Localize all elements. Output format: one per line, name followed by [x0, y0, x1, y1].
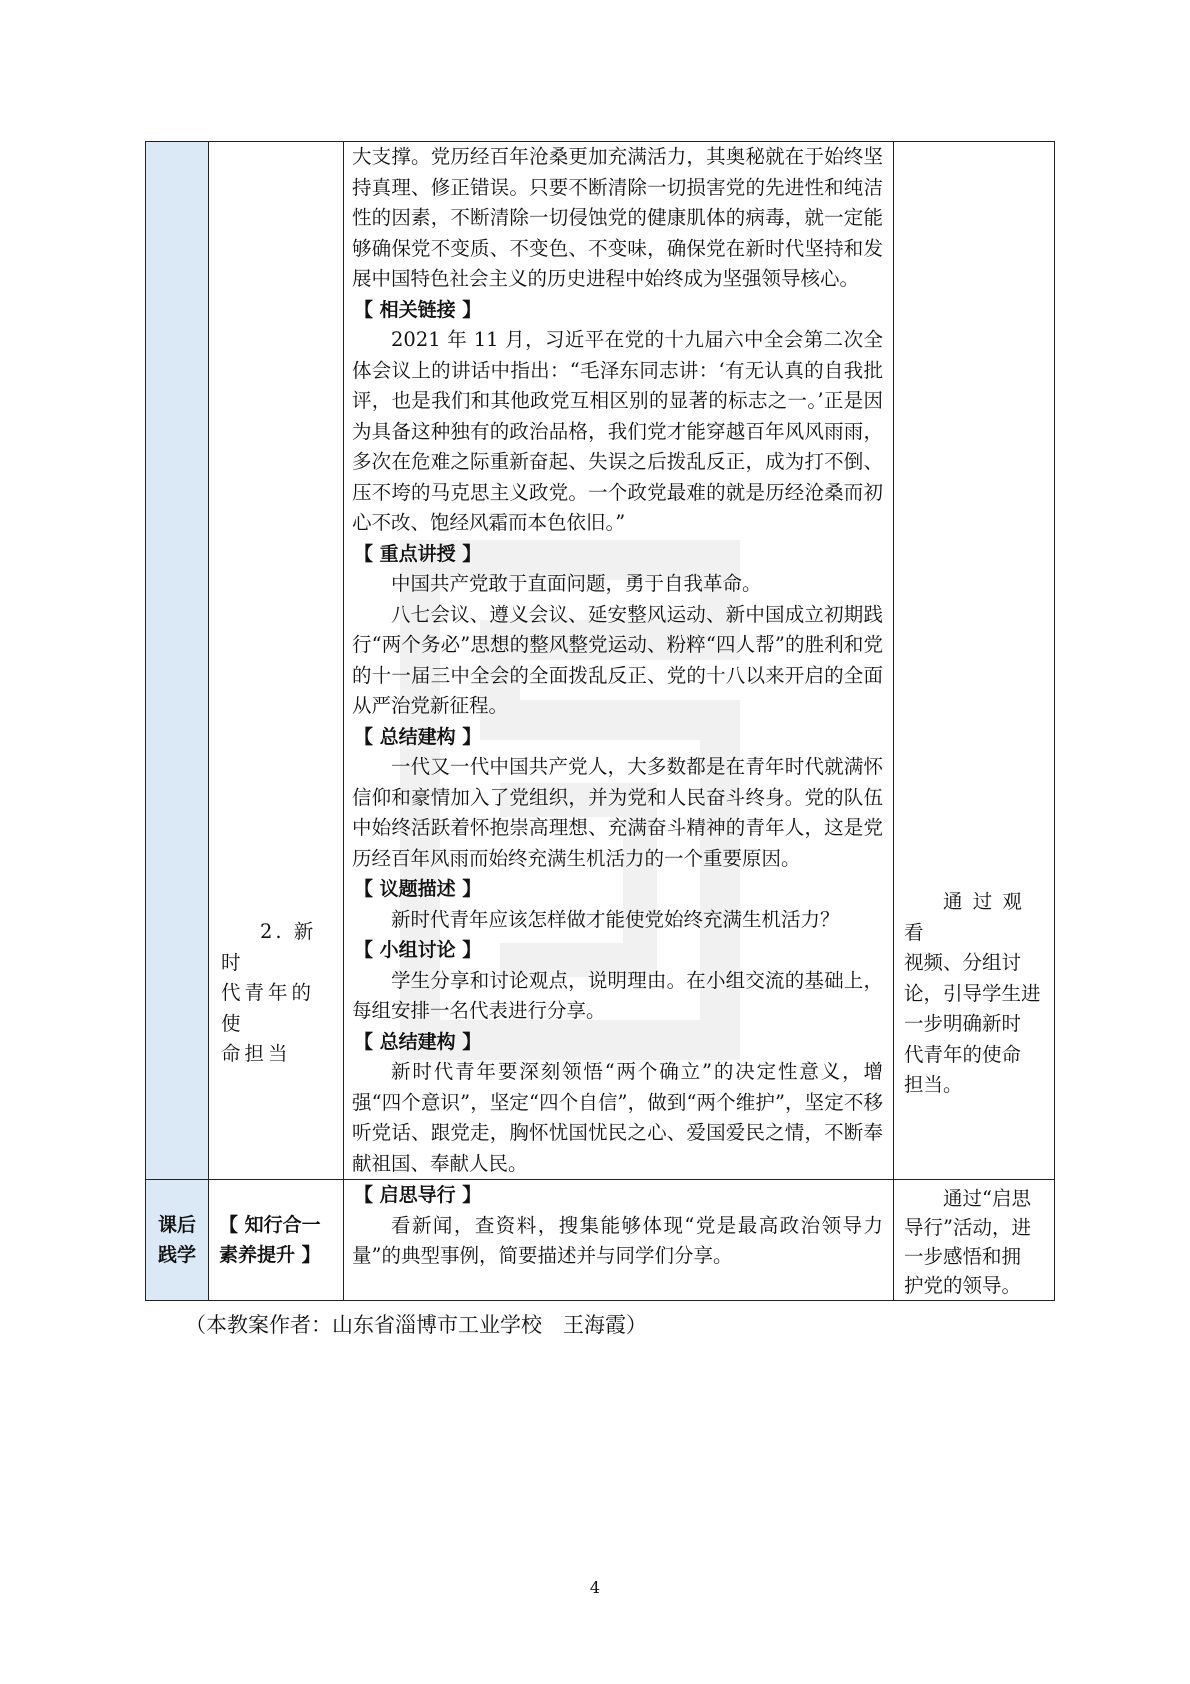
section-column-cell: [146, 142, 209, 1180]
task-label-cell: [209, 1180, 344, 1301]
note-line: 通 过 观 看: [904, 890, 1024, 944]
key-teaching-heading: 【 重点讲授 】: [354, 542, 482, 565]
table-row: [146, 1180, 1055, 1301]
guidance-paragraph: 看新闻，查资料，搜集能够体现“党是最高政治领导力量”的典型事例，简要描述并与同学们分享。: [352, 1213, 883, 1267]
issue-paragraph: 新时代青年应该怎样做才能使党始终充满生机活力？: [391, 907, 840, 931]
summary-heading: 【 总结建构 】: [354, 1030, 482, 1053]
task-label-line: 命担当: [221, 1042, 292, 1065]
related-link-paragraph: 2021 年 11 月，习近平在党的十九届六中全会第二次全体会议上的讲话中指出：“毛泽东同志讲：‘有无认真的自我批评，也是我们和其他政党互相区别的显著的标志之一。’正是因为具备这种独有的政治品格，我们党才能穿越百年风风雨雨，多次在危难之际重新奋起、失误之后拨乱反正，成为打不倒、压不垮的马克思主义政党。一个政党最难的就是历经沧桑而初心不改、饱经风霜而本色依旧。”: [352, 328, 883, 534]
section-label-line: 课后: [157, 1213, 196, 1236]
related-link-heading: 【 相关链接 】: [354, 298, 482, 321]
note-line: 一步感悟和拥: [904, 1245, 1022, 1268]
design-intent-cell: [894, 1180, 1055, 1301]
group-discussion-paragraph: 学生分享和讨论观点，说明理由。在小组交流的基础上，每组安排一名代表进行分享。: [352, 968, 883, 1022]
intro-paragraph: 大支撑。党历经百年沧桑更加充满活力，其奥秘就在于始终坚持真理、修正错误。只要不断清除一切损害党的先进性和纯洁性的因素，不断清除一切侵蚀党的健康肌体的病毒，就一定能够确保党不变质、不变色、不变味，确保党在新时代坚持和发展中国特色社会主义的历史进程中始终成为坚强领导核心。: [352, 145, 883, 290]
section-label-cell: [146, 1180, 209, 1301]
task-label-line: 2. 新 时: [221, 920, 317, 974]
note-line: 代青年的使命: [904, 1042, 1022, 1066]
note-line: 一步明确新时: [904, 1012, 1022, 1035]
lesson-plan-table: [145, 141, 1055, 1301]
note-line: 导行”活动，进: [904, 1216, 1031, 1239]
summary-paragraph: 一代又一代中国共产党人，大多数都是在青年时代就满怀信仰和豪情加入了党组织，并为党和人民奋斗终身。党的队伍中始终活跃着怀抱崇高理想、充满奋斗精神的青年人，这是党历经百年风雨而始终充满生机活力的一个重要原因。: [352, 755, 883, 870]
key-teaching-paragraph: 八七会议、遵义会议、延安整风运动、新中国成立初期践行“两个务必”思想的整风整党运动、粉粹“四人帮”的胜利和党的十一届三中全会的全面拨乱反正、党的十八以来开启的全面从严治党新征程。: [352, 602, 883, 717]
task-label-line: 素养提升 】: [219, 1244, 321, 1266]
note-line: 担当。: [904, 1073, 963, 1096]
note-line: 通过“启思: [943, 1187, 1031, 1210]
group-discussion-heading: 【 小组讨论 】: [354, 939, 482, 961]
issue-heading: 【 议题描述 】: [354, 878, 482, 900]
content-column-cell: [344, 142, 894, 1180]
task-column-cell: [209, 142, 344, 1180]
note-line: 护党的领导。: [904, 1274, 1022, 1297]
design-intent-note: [904, 887, 1046, 1101]
note-line: 视频、分组讨: [904, 951, 1022, 974]
design-intent-cell: [894, 142, 1055, 1180]
guidance-heading: 【 启思导行 】: [354, 1184, 482, 1206]
summary-heading: 【 总结建构 】: [354, 725, 482, 748]
author-credit: （本教案作者：山东省淄博市工业学校 王海霞）: [185, 1313, 647, 1337]
summary-paragraph: 新时代青年要深刻领悟“两个确立”的决定性意义，增强“四个意识”，坚定“四个自信”，做到“两个维护”，坚定不移听党话、跟党走，胸怀忧国忧民之心、爱国爱民之情，不断奉献祖国、奉献人民。: [352, 1060, 883, 1175]
task-label-line: 代青年的使: [221, 981, 316, 1035]
design-intent-note: [904, 1184, 1046, 1300]
key-teaching-paragraph: 中国共产党敢于直面问题，勇于自我革命。: [391, 572, 762, 595]
table-row: [146, 142, 1055, 1180]
task-label-line: 【 知行合一: [219, 1213, 321, 1236]
section-label-line: 践学: [157, 1244, 196, 1266]
page-number: 4: [589, 1578, 601, 1597]
content-column-cell: [344, 1180, 894, 1301]
task-label: [221, 917, 333, 1070]
note-line: 论，引导学生进: [904, 981, 1041, 1005]
